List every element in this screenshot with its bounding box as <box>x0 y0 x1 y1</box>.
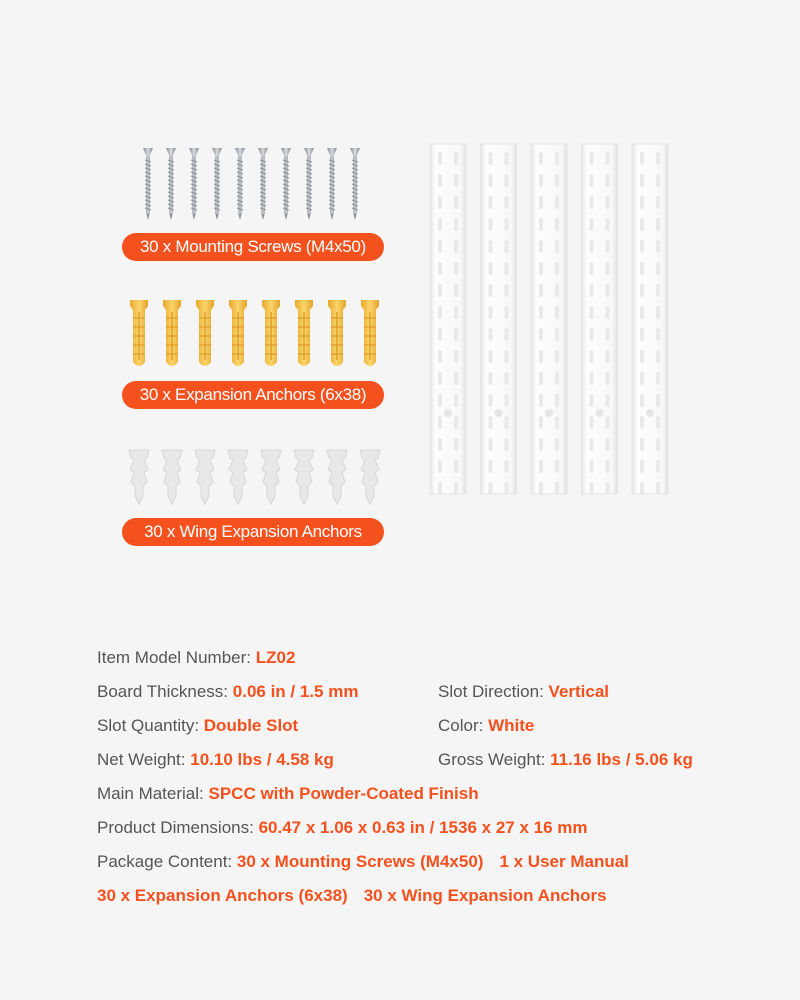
wing-anchor-icon <box>261 450 281 504</box>
spec-material: Main Material: SPCC with Powder-Coated Finish <box>97 784 479 803</box>
wing-anchor-icon <box>294 450 314 504</box>
screw-icon <box>189 148 199 220</box>
rail-icon <box>430 144 466 495</box>
spec-direction: Slot Direction: Vertical <box>438 682 610 701</box>
anchor-icon <box>295 300 313 366</box>
spec-package-cont <box>97 886 607 906</box>
anchor-icon <box>130 300 148 366</box>
anchor-icon <box>229 300 247 366</box>
spec-quantity: Slot Quantity: Double Slot <box>97 716 299 735</box>
rail-icon <box>481 144 517 495</box>
screw-icon <box>281 148 291 220</box>
wing-anchors-label: 30 x Wing Expansion Anchors <box>122 518 384 546</box>
screws-label: 30 x Mounting Screws (M4x50) <box>122 233 384 261</box>
anchor-icon <box>163 300 181 366</box>
screw-icon <box>235 148 245 220</box>
screw-icon <box>258 148 268 220</box>
spec-color: Color: White <box>438 716 535 735</box>
spec-thickness: Board Thickness: 0.06 in / 1.5 mm <box>97 682 359 701</box>
rail-icon <box>632 144 668 495</box>
spec-dimensions: Product Dimensions: 60.47 x 1.06 x 0.63 in / 1536 x 27 x 16 mm <box>97 818 588 837</box>
expansion-anchors <box>130 300 379 366</box>
mounting-screws <box>143 148 360 220</box>
wing-anchor-icon <box>360 450 380 504</box>
screw-icon <box>143 148 153 220</box>
package-item: 30 x Wing Expansion Anchors <box>363 886 607 905</box>
wing-anchor-icon <box>228 450 248 504</box>
screw-icon <box>350 148 360 220</box>
anchor-icon <box>196 300 214 366</box>
package-item: 30 x Expansion Anchors (6x38) <box>97 886 348 905</box>
spec-model: Item Model Number: LZ02 <box>97 648 296 667</box>
screw-icon <box>212 148 222 220</box>
spec-net-weight: Net Weight: 10.10 lbs / 4.58 kg <box>97 750 334 769</box>
rail-icon <box>582 144 618 495</box>
wing-expansion-anchors <box>129 450 380 504</box>
anchor-icon <box>262 300 280 366</box>
wing-anchor-icon <box>327 450 347 504</box>
rail-icon <box>531 144 567 495</box>
screw-icon <box>166 148 176 220</box>
wall-rails <box>430 144 668 495</box>
anchor-icon <box>361 300 379 366</box>
anchor-icon <box>328 300 346 366</box>
package-item: 30 x Mounting Screws (M4x50) <box>236 852 484 871</box>
spec-package: Package Content: 30 x Mounting Screws (M4x50) 1 x User Manual <box>97 852 629 871</box>
wing-anchor-icon <box>129 450 149 504</box>
spec-gross-weight: Gross Weight: 11.16 lbs / 5.06 kg <box>438 750 693 769</box>
wing-anchor-icon <box>195 450 215 504</box>
anchors-label: 30 x Expansion Anchors (6x38) <box>122 381 384 409</box>
wing-anchor-icon <box>162 450 182 504</box>
screw-icon <box>327 148 337 220</box>
screw-icon <box>304 148 314 220</box>
package-item: 1 x User Manual <box>499 852 629 871</box>
